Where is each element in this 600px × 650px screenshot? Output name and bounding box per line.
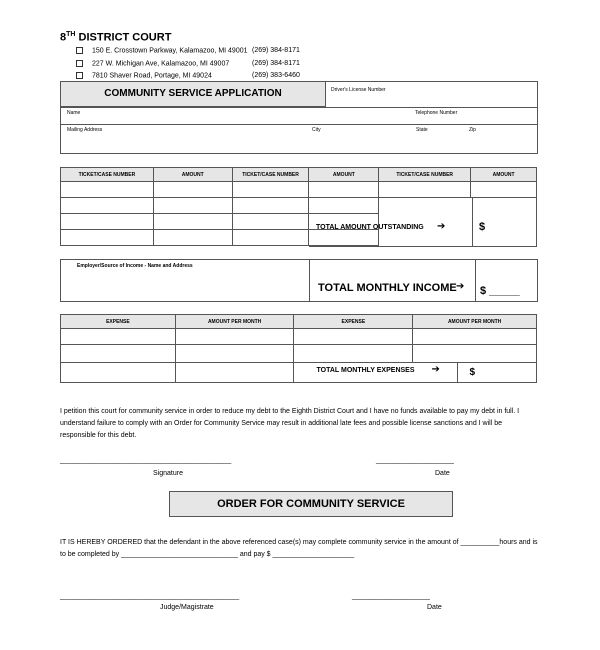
date-label: Date [435, 470, 450, 477]
total-outstanding-value[interactable]: $ [479, 221, 486, 233]
date-line[interactable]: ____________________ [376, 457, 454, 464]
expense-header: AMOUNT PER MONTH [413, 315, 537, 329]
arrow-icon: ➔ [431, 364, 440, 375]
arrow-icon: ➔ [456, 281, 465, 292]
total-expenses-cell [294, 363, 537, 383]
total-outstanding-label: TOTAL AMOUNT OUTSTANDING [316, 224, 424, 231]
expense-table [60, 314, 537, 383]
signature-label: Signature [153, 470, 183, 477]
checkbox[interactable] [76, 60, 83, 67]
ticket-cell[interactable] [232, 214, 309, 230]
amount-cell[interactable] [175, 329, 294, 345]
expense-cell[interactable] [294, 329, 413, 345]
ticket-cell[interactable] [232, 198, 309, 214]
employer-label: Employer/Source of Income - Name and Address [77, 263, 193, 269]
expense-header: AMOUNT PER MONTH [175, 315, 294, 329]
checkbox[interactable] [76, 72, 83, 79]
ticket-header: AMOUNT [153, 168, 232, 182]
application-block [60, 81, 538, 154]
expense-header: EXPENSE [294, 315, 413, 329]
income-block [60, 259, 538, 302]
expense-header: EXPENSE [61, 315, 176, 329]
ticket-cell[interactable] [61, 214, 154, 230]
amount-cell[interactable] [175, 345, 294, 363]
address-item[interactable]: 150 E. Crosstown Parkway, Kalamazoo, MI 49001 (269) 384-8171 [76, 47, 248, 54]
order-date-label: Date [427, 604, 442, 611]
ticket-cell[interactable] [61, 198, 154, 214]
state-label: State [416, 127, 428, 133]
ticket-header: AMOUNT [309, 168, 379, 182]
judge-label: Judge/Magistrate [160, 604, 214, 611]
mailing-address-label: Mailing Address [67, 127, 103, 133]
address-item[interactable]: 7810 Shaver Road, Portage, MI 49024 (269) 383-6460 [76, 72, 212, 79]
expense-cell[interactable] [61, 329, 176, 345]
petition-text: I petition this court for community service in order to reduce my debt to the Eighth District Court and I have no funds available to pay my debt in full. I understand failure to comply with an Order for Community Service may result in additional late fees and possible license sanctions and I will be responsible for this debt. [60, 408, 520, 439]
ticket-cell[interactable] [232, 230, 309, 246]
ticket-header: AMOUNT [471, 168, 537, 182]
expense-cell[interactable] [61, 363, 176, 383]
drivers-license-label: Driver's License Number [331, 87, 386, 93]
total-expenses-value[interactable]: $ [469, 367, 476, 378]
arrow-icon: ➔ [437, 221, 446, 232]
drivers-license-field[interactable] [326, 82, 537, 106]
amount-cell[interactable] [153, 182, 232, 198]
total-outstanding-box [309, 197, 537, 247]
city-label: City [312, 127, 321, 133]
order-date-line[interactable]: ____________________ [352, 593, 430, 600]
amount-cell[interactable] [175, 363, 294, 383]
amount-cell[interactable] [153, 230, 232, 246]
order-line-2: to be completed by ______________________________ and pay $ _____________________ [60, 551, 355, 558]
zip-label: Zip [469, 127, 476, 133]
total-income-value[interactable]: $ _____ [480, 285, 520, 297]
ticket-cell[interactable] [61, 230, 154, 246]
telephone-label: Telephone Number [415, 110, 458, 116]
ticket-cell[interactable] [379, 182, 471, 198]
address-item[interactable]: 227 W. Michigan Ave, Kalamazoo, MI 49007 (269) 384-8171 [76, 60, 229, 67]
amount-cell[interactable] [153, 214, 232, 230]
amount-cell[interactable] [471, 182, 537, 198]
amount-cell[interactable] [413, 329, 537, 345]
court-title: 8TH DISTRICT COURT [60, 31, 172, 44]
ticket-cell[interactable] [232, 182, 309, 198]
checkbox[interactable] [76, 47, 83, 54]
expense-cell[interactable] [294, 345, 413, 363]
expense-cell[interactable] [61, 345, 176, 363]
amount-cell[interactable] [309, 182, 379, 198]
judge-line[interactable]: ______________________________________________ [60, 593, 240, 600]
application-title: COMMUNITY SERVICE APPLICATION [61, 82, 326, 107]
ticket-header: TICKET/CASE NUMBER [61, 168, 154, 182]
total-income-label: TOTAL MONTHLY INCOME [318, 282, 457, 294]
ticket-cell[interactable] [61, 182, 154, 198]
signature-line[interactable]: ____________________________________________ [60, 457, 232, 464]
amount-cell[interactable] [413, 345, 537, 363]
order-title: ORDER FOR COMMUNITY SERVICE [169, 491, 453, 517]
ticket-header: TICKET/CASE NUMBER [232, 168, 309, 182]
ticket-header: TICKET/CASE NUMBER [379, 168, 471, 182]
total-expenses-label: TOTAL MONTHLY EXPENSES [316, 367, 415, 374]
name-label: Name [67, 110, 81, 116]
employer-field[interactable] [61, 260, 309, 301]
order-line-1: IT IS HEREBY ORDERED that the defendant in the above referenced case(s) may complete community service in the amount of __________hours and is [60, 539, 538, 546]
amount-cell[interactable] [153, 198, 232, 214]
